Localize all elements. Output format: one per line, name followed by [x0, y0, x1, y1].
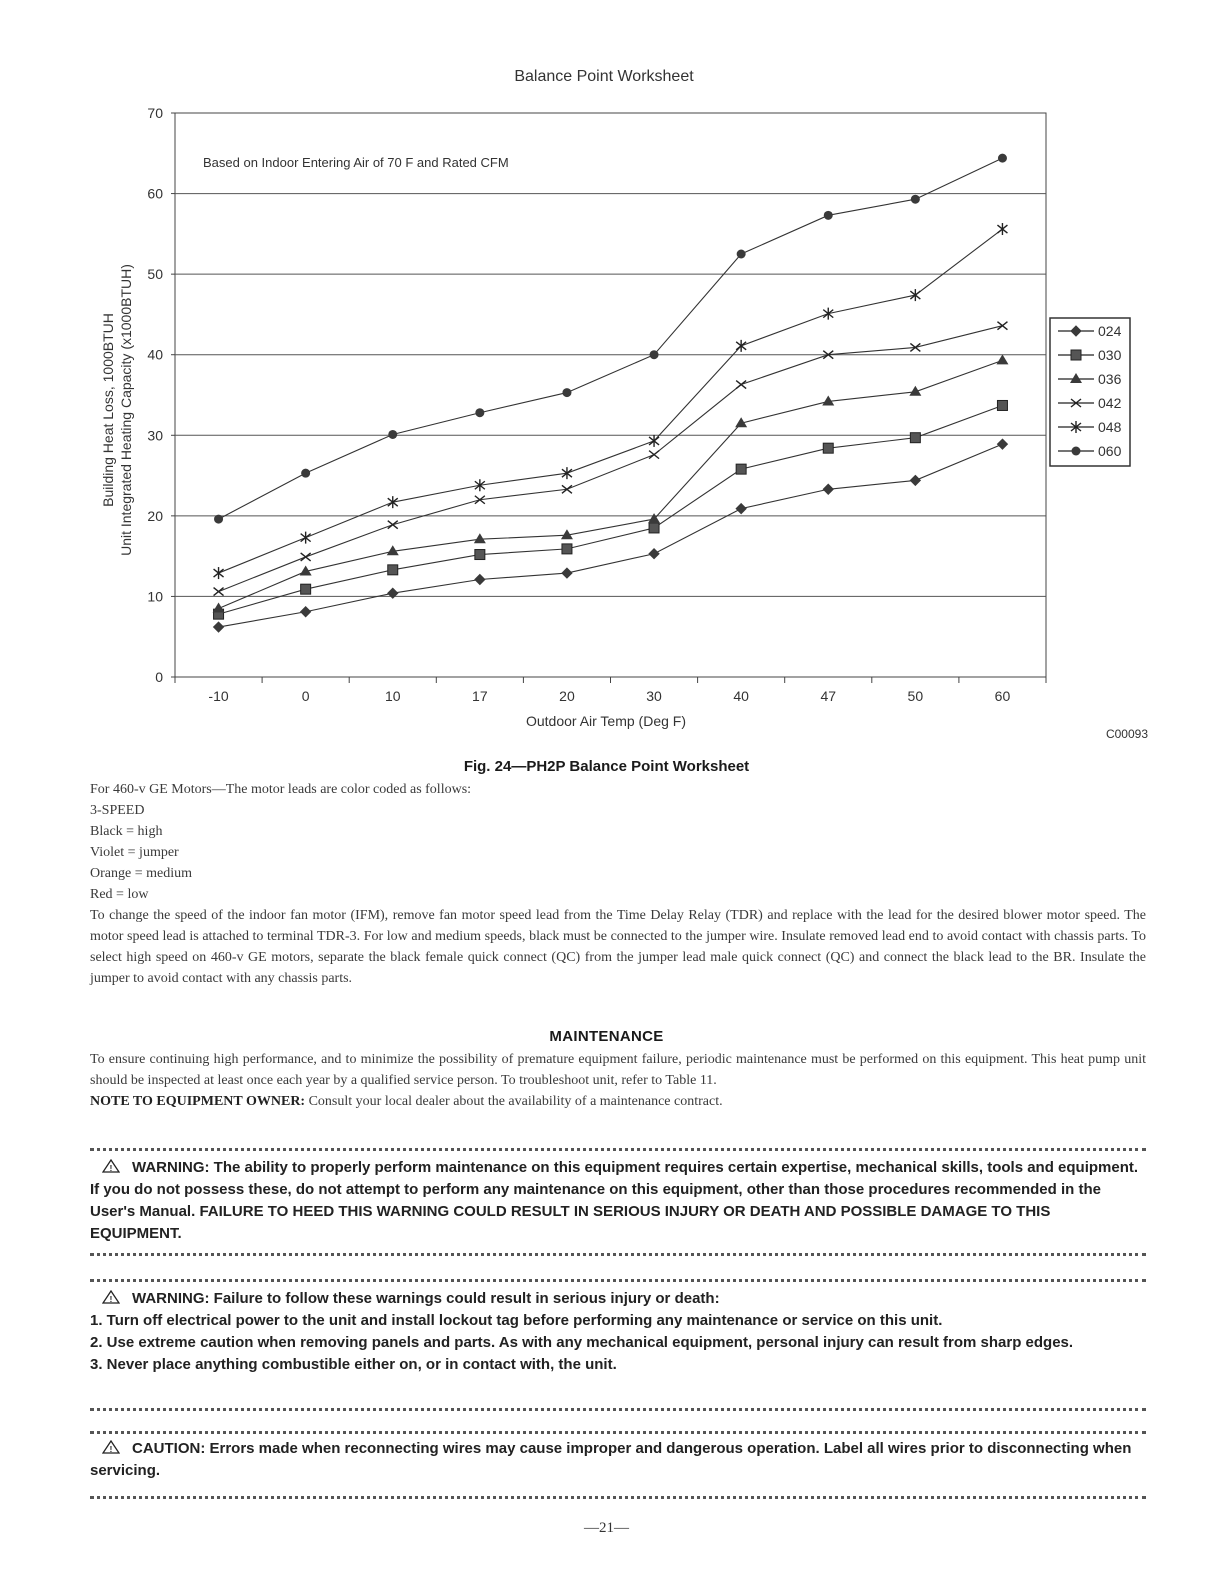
page-number: —21— [584, 1520, 629, 1536]
data-point [388, 565, 398, 575]
data-point [649, 523, 659, 533]
data-point [910, 289, 920, 301]
data-point [910, 433, 920, 443]
data-point [388, 521, 398, 529]
legend-marker [1072, 447, 1081, 456]
motor-intro: For 460-v GE Motors—The motor leads are color coded as follows: [90, 782, 472, 797]
data-point [911, 195, 920, 204]
change-speed-paragraph: To change the speed of the indoor fan motor (IFM), remove fan motor speed lead from the Time Delay Relay (TDR) and replace with the lead for the desired blower motor speed. The motor speed lead is attached to terminal TDR-3. For low and medium speeds, black must be connected to the jumper wire. Insulate removed lead end to avoid contact with chassis parts. To select high speed on 460-v GE motors, separate the black female quick connect (QC) from the jumper lead male quick connect (QC) and connect the black lead to the BR. Insulate the jumper to avoid contact with any chassis parts. [90, 908, 1146, 986]
x-tick-label: 60 [994, 688, 1011, 704]
data-point [475, 408, 484, 417]
warning-icon [102, 1290, 120, 1304]
series-024 [214, 439, 1008, 632]
data-point [301, 469, 310, 478]
y-axis-label-line1: Building Heat Loss, 1000BTUH [100, 313, 116, 507]
series-042 [214, 322, 1008, 596]
data-point [649, 451, 659, 459]
owner-note-label: NOTE TO EQUIPMENT OWNER: [90, 1094, 306, 1109]
x-tick-label: 40 [733, 688, 749, 704]
data-point [736, 504, 746, 514]
legend-label: 060 [1098, 443, 1122, 459]
y-axis-ticks [147, 105, 175, 685]
data-point [388, 496, 398, 508]
maintenance-paragraph: To ensure continuing high performance, and to minimize the possibility of premature equipment failure, periodic maintenance must be performed on this equipment. This heat pump unit should be inspected at least once each year by a qualified service person. To troubleshoot unit, refer to Table 11. [90, 1052, 1146, 1088]
warning-maintenance [90, 1157, 1146, 1245]
x-axis-label: Outdoor Air Temp (Deg F) [525, 713, 687, 729]
data-point [997, 223, 1007, 235]
data-point [997, 439, 1007, 449]
series-line [219, 229, 1003, 573]
data-point [910, 475, 920, 485]
data-point [823, 308, 833, 320]
motor-line: 3-SPEED [90, 803, 145, 818]
series-060 [214, 154, 1007, 524]
data-point [737, 250, 746, 259]
warning-item: 2. Use extreme caution when removing panels and parts. As with any mechanical equipment, personal injury can result from sharp edges. [90, 1334, 1074, 1351]
y-tick-label: 70 [147, 105, 163, 121]
data-point [997, 322, 1007, 330]
y-axis-label-line2: Unit Integrated Heating Capacity (x1000BTUH) [118, 264, 134, 556]
data-point [214, 622, 224, 632]
chart-annotation: Based on Indoor Entering Air of 70 F and Rated CFM [203, 155, 509, 170]
x-tick-label: 20 [559, 688, 575, 704]
y-tick-label: 10 [147, 588, 163, 605]
figure-code: C00093 [1105, 727, 1148, 741]
warning-icon [102, 1159, 120, 1173]
series-line [219, 326, 1003, 592]
legend-label: 024 [1098, 323, 1122, 339]
caution-icon [102, 1440, 120, 1454]
svg-text:!: ! [109, 1445, 113, 1454]
divider [90, 1253, 1146, 1256]
divider [90, 1496, 1146, 1499]
data-point [388, 430, 397, 439]
data-point [475, 575, 485, 585]
caution-wiring [90, 1438, 1146, 1482]
data-point [562, 388, 571, 397]
legend-label: 048 [1098, 419, 1122, 435]
series-048 [214, 223, 1008, 579]
legend-marker [1071, 350, 1081, 360]
svg-text:!: ! [109, 1164, 113, 1173]
motor-line: Violet = jumper [90, 845, 179, 860]
data-point [214, 567, 224, 579]
data-point [214, 515, 223, 524]
legend-label: 030 [1098, 347, 1122, 363]
legend-label: 036 [1098, 371, 1122, 387]
data-point [474, 533, 486, 543]
divider [90, 1431, 1146, 1434]
motor-line: Red = low [90, 887, 149, 902]
svg-text:!: ! [109, 1295, 113, 1304]
divider [90, 1148, 1146, 1151]
data-point [823, 443, 833, 453]
figure-caption: Fig. 24—PH2P Balance Point Worksheet [463, 758, 750, 775]
series-lines [213, 154, 1009, 632]
data-point [213, 603, 225, 613]
y-tick-label: 40 [147, 346, 163, 363]
warning-safety [90, 1288, 1146, 1376]
divider [90, 1279, 1146, 1282]
data-point [736, 381, 746, 389]
warning-heading-text: WARNING: Failure to follow these warnings could result in serious injury or death: [132, 1290, 720, 1307]
motor-line: Black = high [90, 824, 163, 839]
warning-item: 3. Never place anything combustible either on, or in contact with, the unit. [90, 1356, 617, 1373]
maintenance-heading: MAINTENANCE [549, 1028, 664, 1045]
x-tick-label: 10 [384, 688, 401, 704]
warning-item: 1. Turn off electrical power to the unit and install lockout tag before performing any maintenance or service on this unit. [90, 1312, 943, 1329]
data-point [824, 211, 833, 220]
y-tick-label: 20 [147, 507, 163, 524]
x-tick-label: 50 [907, 688, 924, 704]
x-tick-label: -10 [208, 688, 229, 704]
motor-line: Orange = medium [90, 866, 192, 881]
data-point [997, 400, 1007, 410]
series-line [219, 360, 1003, 608]
y-tick-label: 50 [147, 266, 163, 283]
x-axis-ticks [175, 677, 1046, 704]
series-030 [214, 400, 1008, 619]
legend [1050, 318, 1130, 466]
owner-note-text: Consult your local dealer about the availability of a maintenance contract. [305, 1094, 723, 1109]
y-tick-label: 30 [147, 427, 163, 444]
x-tick-label: 17 [472, 688, 488, 704]
maintenance-section [90, 1049, 1146, 1112]
data-point [475, 550, 485, 560]
data-point [562, 544, 572, 554]
data-point [301, 607, 311, 617]
data-point [214, 588, 224, 596]
series-line [219, 405, 1003, 614]
x-tick-label: 0 [301, 688, 310, 704]
owner-note [90, 1091, 1146, 1112]
x-tick-label: 30 [646, 688, 662, 704]
warning-list [90, 1310, 1146, 1376]
data-point [649, 549, 659, 559]
chart-title: Balance Point Worksheet [514, 68, 694, 85]
caution-text: CAUTION: Errors made when reconnecting wires may cause improper and dangerous operation. Label all wires prior to disconnecting when servicing. [90, 1440, 1132, 1479]
y-tick-label: 0 [155, 669, 163, 685]
data-point [736, 464, 746, 474]
data-point [996, 354, 1008, 364]
data-point [301, 553, 311, 561]
data-point [650, 350, 659, 359]
x-tick-label: 47 [820, 688, 837, 704]
data-point [823, 484, 833, 494]
motor-leads-section [90, 779, 1146, 989]
data-point [301, 532, 311, 544]
warning-text: WARNING: The ability to properly perform maintenance on this equipment requires certain expertise, mechanical skills, tools and equipment. If you do not possess these, do not attempt to perform any maintenance on this equipment, other than those procedures recommended in the User's Manual. FAILURE TO HEED THIS WARNING COULD RESULT IN SERIOUS INJURY OR DEATH AND POSSIBLE DAMAGE TO THIS EQUIPMENT. [90, 1159, 1139, 1242]
y-tick-label: 60 [147, 185, 163, 202]
warning-heading [90, 1288, 1146, 1310]
legend-label: 042 [1098, 395, 1122, 411]
balance-point-chart [0, 0, 1213, 760]
data-point [562, 568, 572, 578]
divider [90, 1408, 1146, 1411]
data-point [301, 584, 311, 594]
series-line [219, 158, 1003, 519]
data-point [998, 154, 1007, 163]
